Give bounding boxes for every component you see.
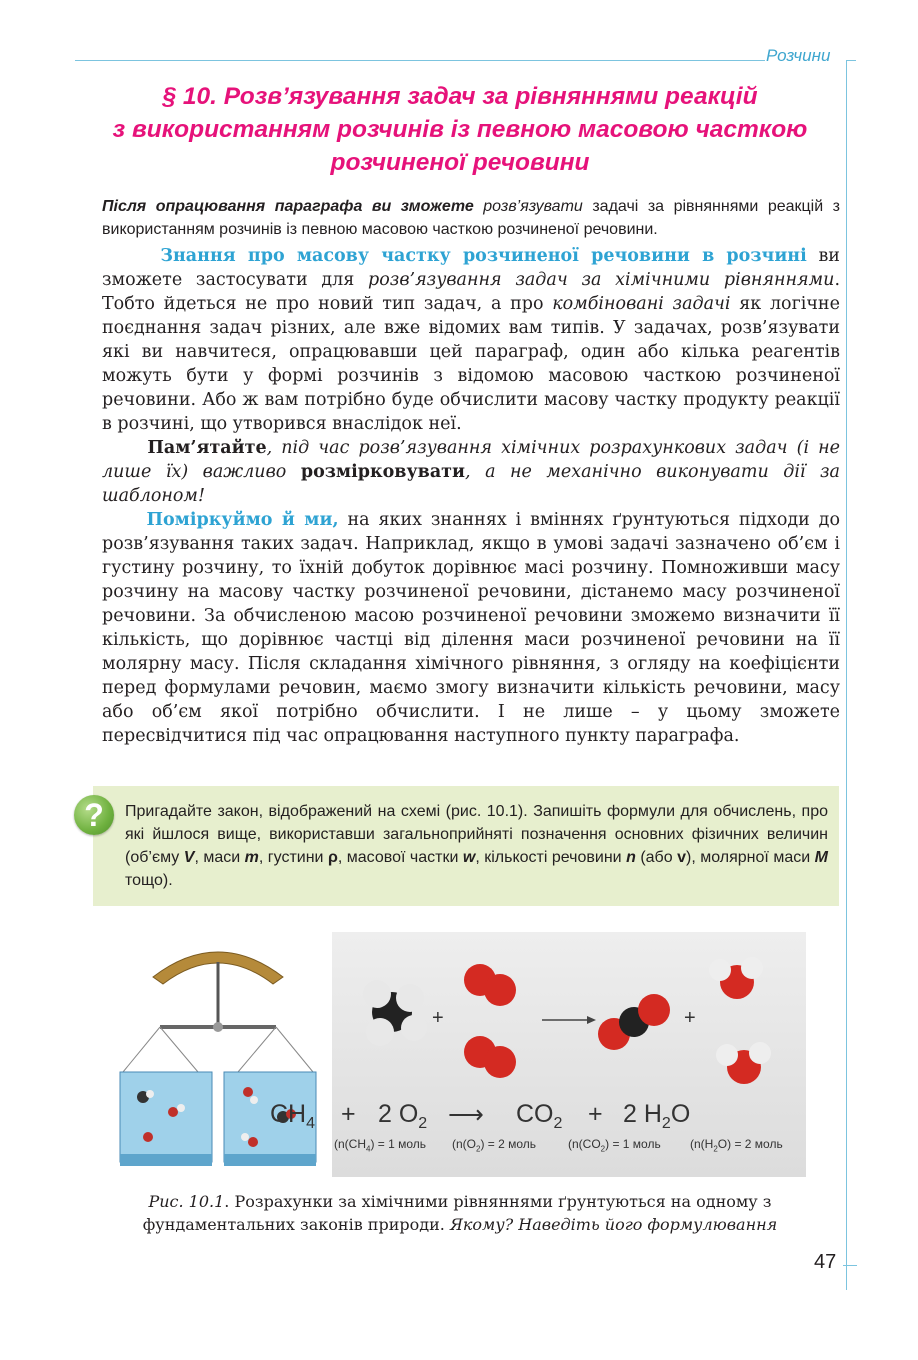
section-label: Розчини bbox=[766, 46, 831, 65]
balance-scale-icon bbox=[118, 932, 328, 1177]
moles-ch4: ($n(CH_4) = 1$ моль bbox=[334, 1137, 427, 1154]
page-number-rule bbox=[843, 1265, 857, 1266]
o2-formula: 2 $O_2$ bbox=[378, 1100, 428, 1132]
balance-scale-illustration bbox=[118, 932, 328, 1177]
figure-caption: Рис. 10.1. Розрахунки за хімічними рівняннями ґрунтуються на одному з фундаментальних законів природи. Якому? Наведіть його формулювання bbox=[142, 1192, 778, 1234]
reaction-arrow-icon: ⟶ bbox=[448, 1101, 484, 1129]
learning-objective: Після опрацювання параграфа ви зможете розв’язувати задачі за рівняннями реакцій з використанням розчинів із певною масовою часткою розчиненої речовини. bbox=[102, 198, 841, 238]
plus-sign: + bbox=[341, 1100, 356, 1128]
svg-text:+: + bbox=[684, 1007, 696, 1029]
title-line-1: § 10. Розв’язування задач за рівняннями реакцій bbox=[162, 83, 758, 110]
main-text bbox=[102, 195, 840, 748]
moles-h2o: ($n(H_2O) = 2$ моль bbox=[690, 1137, 783, 1154]
paragraph-1: Знання про масову частку розчиненої речовини в розчині ви зможете застосувати для розв’язування задач за хімічними рівняннями. Тобто йдеться не про новий тип задач, а про комбіновані задачі як логічне поєднання задач різних, але вже відомих вам типів. У задачах, розв’язувати які ви навчитеся, опрацювавши цей параграф, один або кілька реагентів можуть бути у формі розчинів з відомою масовою часткою розчиненої речовини. Або ж вам потрібно буде обчислити масову частку продукту реакції в розчині, що утворився внаслідок неї. bbox=[102, 246, 841, 434]
co2-formula: $CO_2$ bbox=[516, 1100, 563, 1132]
plus-sign: + bbox=[588, 1100, 603, 1128]
question-text: Пригадайте закон, відображений на схемі (рис. 10.1). Запишіть формули для обчислень, про які йшлося вище, використавши загальноприйняті позначення основних фізичних величин (об’єму V, маси m, густини ρ, масової частки w, кількості речовини n (або v), молярної маси M тощо). bbox=[125, 803, 828, 889]
svg-text:+: + bbox=[432, 1007, 444, 1029]
page-number: 47 bbox=[814, 1251, 837, 1273]
paragraph-title bbox=[95, 80, 825, 179]
moles-co2: ($n(CO_2) = 1$ моль bbox=[568, 1137, 661, 1154]
title-line-2: з використанням розчинів із певною масовою часткою bbox=[112, 116, 808, 143]
molecules-icon bbox=[332, 932, 806, 1102]
paragraph-2: Пам’ятайте, під час розв’язування хімічних розрахункових задач (і не лише їх) важливо розмірковувати, а не механічно виконувати дії за шаблоном! bbox=[102, 438, 840, 506]
page-border bbox=[846, 60, 856, 1290]
h2o-formula: 2 $H_2O$ bbox=[623, 1100, 691, 1132]
moles-o2: ($n(O_2) = 2$ моль bbox=[452, 1137, 537, 1154]
title-line-3: розчиненої речовини bbox=[330, 149, 590, 176]
question-icon: ? bbox=[74, 795, 114, 835]
ch4-formula: $CH_4$ bbox=[270, 1100, 316, 1132]
paragraph-3: Поміркуймо й ми, на яких знаннях і вміннях ґрунтуються підходи до розв’язування таких задач. Наприклад, якщо в умові задачі зазначено об’єм і густину розчину, то їхній добуток дорівнює масі розчину. Помноживши масу розчину на масову частку розчиненої речовини, дістанемо масу розчиненої речовини. За обчисленою масою розчиненої речовини зможемо визначити її кількість, що дорівнює частці від ділення маси розчиненої речовини на її молярну масу. Після складання хімічного рівняння, з огляду на коефіцієнти перед формулами речовин, маємо змогу визначити кількість речовини, масу або об’єм якої потрібно обчислити. І не лише – у цьому зможете пересвідчитися під час опрацювання наступного пункту параграфа. bbox=[102, 510, 840, 746]
header-rule bbox=[75, 60, 765, 61]
